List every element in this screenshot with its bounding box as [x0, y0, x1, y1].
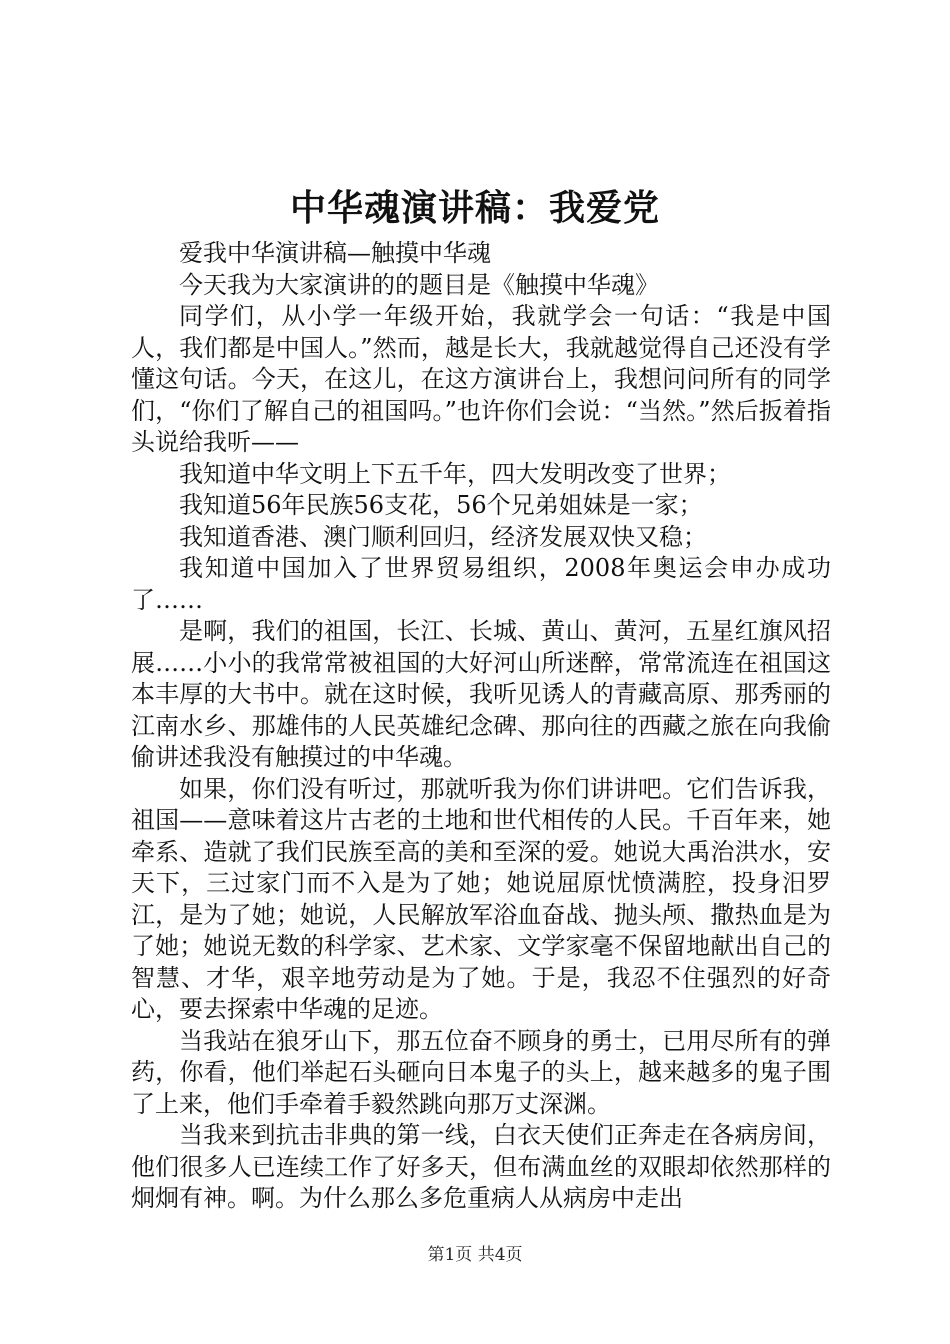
- paragraph: 当我站在狼牙山下，那五位奋不顾身的勇士，已用尽所有的弹药，你看，他们举起石头砸向日本鬼子的头上，越来越多的鬼子围了上来，他们手牵着手毅然跳向那万丈深渊。: [131, 1026, 831, 1118]
- paragraph: 今天我为大家演讲的的题目是《触摸中华魂》: [179, 270, 659, 299]
- page-footer: [0, 1244, 950, 1266]
- paragraph: 我知道中国加入了世界贸易组织，2008年奥运会申办成功了……: [131, 554, 831, 614]
- paragraph: 是啊，我们的祖国，长江、长城、黄山、黄河，五星红旗风招展……小小的我常常被祖国的大好河山所迷醉，常常流连在祖国这本丰厚的大书中。就在这时候，我听见诱人的青藏高原、那秀丽的江南水乡、那雄伟的人民英雄纪念碑、那向往的西藏之旅在向我偷偷讲述我没有触摸过的中华魂。: [131, 617, 831, 771]
- paragraph: 我知道中华文明上下五千年，四大发明改变了世界；: [179, 459, 731, 488]
- page-number-label: 第1页 共4页: [427, 1245, 523, 1265]
- paragraph: 同学们，从小学一年级开始，我就学会一句话：“我是中国人，我们都是中国人。”然而，越是长大，我就越觉得自己还没有学懂这句话。今天，在这儿，在这方演讲台上，我想问问所有的同学们，“你们了解自己的祖国吗。”也许你们会说：“当然。”然后扳着指头说给我听——: [131, 302, 831, 456]
- paragraph: 我知道56年民族56支花，56个兄弟姐妹是一家；: [179, 491, 703, 519]
- paragraph: 如果，你们没有听过，那就听我为你们讲讲吧。它们告诉我，祖国——意味着这片古老的土地和世代相传的人民。千百年来，她牵系、造就了我们民族至高的美和至深的爱。她说大禹治洪水，安天下，三过家门而不入是为了她；她说屈原忧愤满腔，投身汨罗江，是为了她；她说，人民解放军浴血奋战、抛头颅、撒热血是为了她；她说无数的科学家、艺术家、文学家毫不保留地献出自己的智慧、才华，艰辛地劳动是为了她。于是，我忍不住强烈的好奇心，要去探索中华魂的足迹。: [131, 774, 831, 1023]
- paragraph: 爱我中华演讲稿—触摸中华魂: [179, 239, 491, 267]
- document-body: [131, 238, 831, 1215]
- document-title: 中华魂演讲稿：我爱党: [289, 187, 660, 229]
- paragraph: 当我来到抗击非典的第一线，白衣天使们正奔走在各病房间，他们很多人已连续工作了好多天，但布满血丝的双眼却依然那样的炯炯有神。啊。为什么那么多危重病人从病房中走出: [131, 1121, 831, 1212]
- paragraph: 我知道香港、澳门顺利回归，经济发展双快又稳；: [179, 522, 707, 551]
